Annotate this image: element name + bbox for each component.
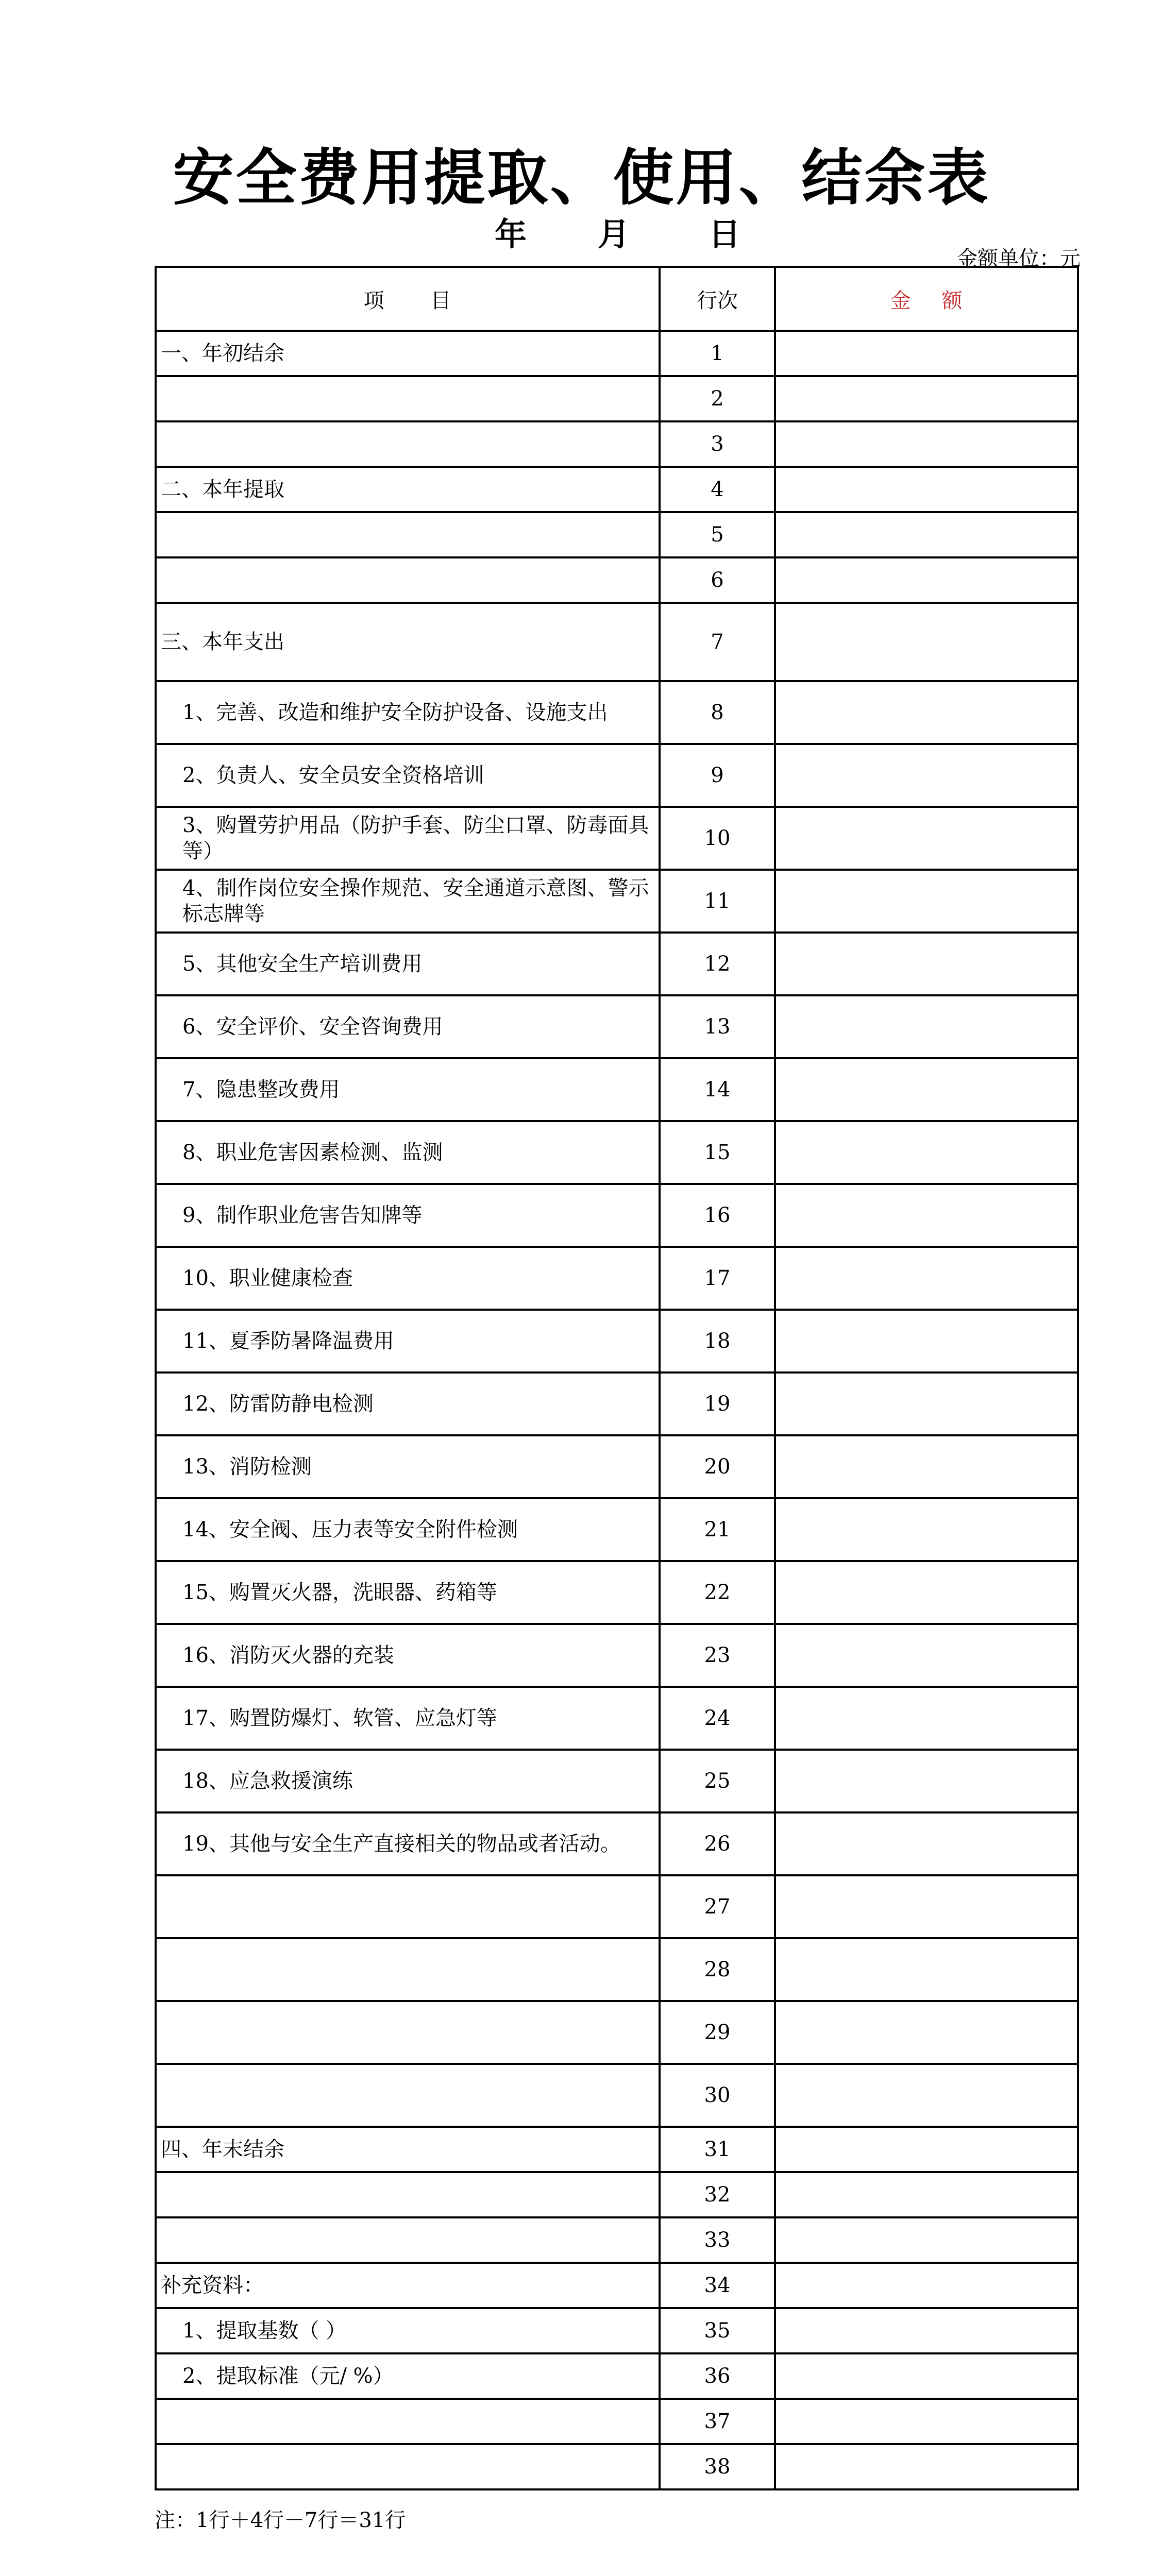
table-row <box>156 1247 1078 1310</box>
row-amount-cell[interactable] <box>775 1310 1078 1372</box>
row-line-number: 31 <box>660 2127 775 2172</box>
row-line-number: 35 <box>660 2308 775 2353</box>
row-line-number: 14 <box>660 1058 775 1121</box>
row-item-cell: 14、安全阀、压力表等安全附件检测 <box>156 1498 660 1561</box>
amount-unit-label: 金额单位：元 <box>957 247 1081 270</box>
row-item-cell <box>156 2399 660 2444</box>
row-amount-cell[interactable] <box>775 2127 1078 2172</box>
row-line-number: 12 <box>660 933 775 995</box>
row-item-cell: 13、消防检测 <box>156 1435 660 1498</box>
row-item-cell: 补充资料： <box>156 2263 660 2308</box>
row-item-cell: 四、年末结余 <box>156 2127 660 2172</box>
row-line-number: 5 <box>660 512 775 557</box>
table-row <box>156 603 1078 681</box>
table-row <box>156 2353 1078 2399</box>
row-amount-cell[interactable] <box>775 807 1078 870</box>
row-item-cell <box>156 2001 660 2064</box>
table-row <box>156 1812 1078 1875</box>
table-row <box>156 2263 1078 2308</box>
table-row <box>156 1938 1078 2001</box>
row-item-cell: 17、购置防爆灯、软管、应急灯等 <box>156 1687 660 1750</box>
header-amount: 金额 <box>775 267 1078 331</box>
row-line-number: 37 <box>660 2399 775 2444</box>
header-item: 项目 <box>156 267 660 331</box>
table-row <box>156 331 1078 376</box>
row-line-number: 18 <box>660 1310 775 1372</box>
table-row <box>156 1624 1078 1687</box>
table-row <box>156 807 1078 870</box>
row-item-cell: 1、完善、改造和维护安全防护设备、设施支出 <box>156 681 660 744</box>
row-line-number: 36 <box>660 2353 775 2399</box>
table-row <box>156 557 1078 603</box>
date-year-label: 年 <box>495 215 527 253</box>
table-row <box>156 933 1078 995</box>
table-row <box>156 2217 1078 2263</box>
table-row <box>156 1184 1078 1247</box>
table-row <box>156 1435 1078 1498</box>
row-line-number: 1 <box>660 331 775 376</box>
row-line-number: 13 <box>660 995 775 1058</box>
row-amount-cell[interactable] <box>775 744 1078 807</box>
row-item-cell: 11、夏季防暑降温费用 <box>156 1310 660 1372</box>
row-line-number: 38 <box>660 2444 775 2489</box>
row-amount-cell[interactable] <box>775 1435 1078 1498</box>
row-item-cell <box>156 2064 660 2127</box>
table-row <box>156 467 1078 512</box>
row-amount-cell[interactable] <box>775 2353 1078 2399</box>
row-item-cell: 5、其他安全生产培训费用 <box>156 933 660 995</box>
row-line-number: 4 <box>660 467 775 512</box>
row-line-number: 25 <box>660 1750 775 1812</box>
table-row <box>156 1058 1078 1121</box>
table-row <box>156 2064 1078 2127</box>
row-line-number: 24 <box>660 1687 775 1750</box>
table-row <box>156 870 1078 933</box>
row-line-number: 20 <box>660 1435 775 1498</box>
row-item-cell <box>156 1875 660 1938</box>
row-amount-cell[interactable] <box>775 1121 1078 1184</box>
table-header-row <box>156 267 1078 331</box>
row-line-number: 15 <box>660 1121 775 1184</box>
row-item-cell: 15、购置灭火器，洗眼器、药箱等 <box>156 1561 660 1624</box>
row-amount-cell[interactable] <box>775 2001 1078 2064</box>
row-item-cell <box>156 2172 660 2217</box>
table-row <box>156 1372 1078 1435</box>
row-amount-cell[interactable] <box>775 603 1078 681</box>
row-amount-cell[interactable] <box>775 512 1078 557</box>
report-title: 安全费用提取、使用、结余表 <box>173 142 990 213</box>
row-amount-cell[interactable] <box>775 1372 1078 1435</box>
row-amount-cell[interactable] <box>775 2399 1078 2444</box>
row-amount-cell[interactable] <box>775 1750 1078 1812</box>
row-line-number: 34 <box>660 2263 775 2308</box>
table-row <box>156 2127 1078 2172</box>
row-item-cell: 二、本年提取 <box>156 467 660 512</box>
table-row <box>156 512 1078 557</box>
row-item-cell: 一、年初结余 <box>156 331 660 376</box>
row-amount-cell[interactable] <box>775 557 1078 603</box>
row-amount-cell[interactable] <box>775 2263 1078 2308</box>
row-amount-cell[interactable] <box>775 421 1078 467</box>
row-item-cell: 3、购置劳护用品（防护手套、防尘口罩、防毒面具等） <box>156 807 660 870</box>
table-row <box>156 681 1078 744</box>
row-item-cell <box>156 2217 660 2263</box>
row-amount-cell[interactable] <box>775 1058 1078 1121</box>
row-item-cell: 9、制作职业危害告知牌等 <box>156 1184 660 1247</box>
row-amount-cell[interactable] <box>775 870 1078 933</box>
row-line-number: 29 <box>660 2001 775 2064</box>
row-amount-cell[interactable] <box>775 933 1078 995</box>
row-line-number: 19 <box>660 1372 775 1435</box>
row-amount-cell[interactable] <box>775 995 1078 1058</box>
header-line: 行次 <box>660 267 775 331</box>
row-line-number: 7 <box>660 603 775 681</box>
table-row <box>156 995 1078 1058</box>
row-amount-cell[interactable] <box>775 1812 1078 1875</box>
date-month-label: 月 <box>598 215 630 253</box>
table-row <box>156 2399 1078 2444</box>
row-line-number: 28 <box>660 1938 775 2001</box>
row-amount-cell[interactable] <box>775 467 1078 512</box>
row-item-cell: 4、制作岗位安全操作规范、安全通道示意图、警示标志牌等 <box>156 870 660 933</box>
row-line-number: 3 <box>660 421 775 467</box>
row-amount-cell[interactable] <box>775 1561 1078 1624</box>
table-row <box>156 1310 1078 1372</box>
row-amount-cell[interactable] <box>775 2308 1078 2353</box>
row-item-cell: 10、职业健康检查 <box>156 1247 660 1310</box>
table-row <box>156 376 1078 421</box>
row-amount-cell[interactable] <box>775 376 1078 421</box>
row-line-number: 26 <box>660 1812 775 1875</box>
row-line-number: 11 <box>660 870 775 933</box>
row-amount-cell[interactable] <box>775 1938 1078 2001</box>
row-item-cell <box>156 557 660 603</box>
table-body <box>156 331 1078 2489</box>
table-row <box>156 421 1078 467</box>
row-amount-cell[interactable] <box>775 681 1078 744</box>
row-line-number: 6 <box>660 557 775 603</box>
row-line-number: 33 <box>660 2217 775 2263</box>
row-amount-cell[interactable] <box>775 2064 1078 2127</box>
row-amount-cell[interactable] <box>775 1687 1078 1750</box>
row-line-number: 23 <box>660 1624 775 1687</box>
table-row <box>156 744 1078 807</box>
row-item-cell: 12、防雷防静电检测 <box>156 1372 660 1435</box>
row-line-number: 10 <box>660 807 775 870</box>
row-amount-cell[interactable] <box>775 2444 1078 2489</box>
table-row <box>156 1750 1078 1812</box>
row-amount-cell[interactable] <box>775 2217 1078 2263</box>
row-line-number: 30 <box>660 2064 775 2127</box>
row-amount-cell[interactable] <box>775 331 1078 376</box>
table-row <box>156 2444 1078 2489</box>
row-amount-cell[interactable] <box>775 1624 1078 1687</box>
row-line-number: 32 <box>660 2172 775 2217</box>
row-item-cell: 19、其他与安全生产直接相关的物品或者活动。 <box>156 1812 660 1875</box>
table-row <box>156 2172 1078 2217</box>
row-line-number: 2 <box>660 376 775 421</box>
date-day-label: 日 <box>709 215 741 253</box>
row-line-number: 22 <box>660 1561 775 1624</box>
table-row <box>156 1498 1078 1561</box>
table-row <box>156 1687 1078 1750</box>
row-item-cell <box>156 376 660 421</box>
row-amount-cell[interactable] <box>775 1184 1078 1247</box>
table-row <box>156 1121 1078 1184</box>
row-item-cell <box>156 1938 660 2001</box>
row-line-number: 21 <box>660 1498 775 1561</box>
row-line-number: 8 <box>660 681 775 744</box>
footnote: 注：1行＋4行－7行＝31行 <box>155 2509 406 2532</box>
row-amount-cell[interactable] <box>775 2172 1078 2217</box>
table-row <box>156 2001 1078 2064</box>
row-item-cell <box>156 512 660 557</box>
row-item-cell <box>156 421 660 467</box>
table-row <box>156 2308 1078 2353</box>
table-row <box>156 1561 1078 1624</box>
row-amount-cell[interactable] <box>775 1498 1078 1561</box>
row-item-cell: 2、负责人、安全员安全资格培训 <box>156 744 660 807</box>
row-line-number: 16 <box>660 1184 775 1247</box>
row-item-cell: 16、消防灭火器的充装 <box>156 1624 660 1687</box>
row-line-number: 27 <box>660 1875 775 1938</box>
row-amount-cell[interactable] <box>775 1875 1078 1938</box>
table-row <box>156 1875 1078 1938</box>
row-amount-cell[interactable] <box>775 1247 1078 1310</box>
row-item-cell: 18、应急救援演练 <box>156 1750 660 1812</box>
row-item-cell: 8、职业危害因素检测、监测 <box>156 1121 660 1184</box>
row-item-cell: 6、安全评价、安全咨询费用 <box>156 995 660 1058</box>
row-line-number: 17 <box>660 1247 775 1310</box>
row-line-number: 9 <box>660 744 775 807</box>
row-item-cell: 7、隐患整改费用 <box>156 1058 660 1121</box>
row-item-cell: 1、提取基数（ ） <box>156 2308 660 2353</box>
expense-table <box>155 266 1079 2490</box>
row-item-cell: 2、提取标准（元/ %） <box>156 2353 660 2399</box>
row-item-cell <box>156 2444 660 2489</box>
row-item-cell: 三、本年支出 <box>156 603 660 681</box>
